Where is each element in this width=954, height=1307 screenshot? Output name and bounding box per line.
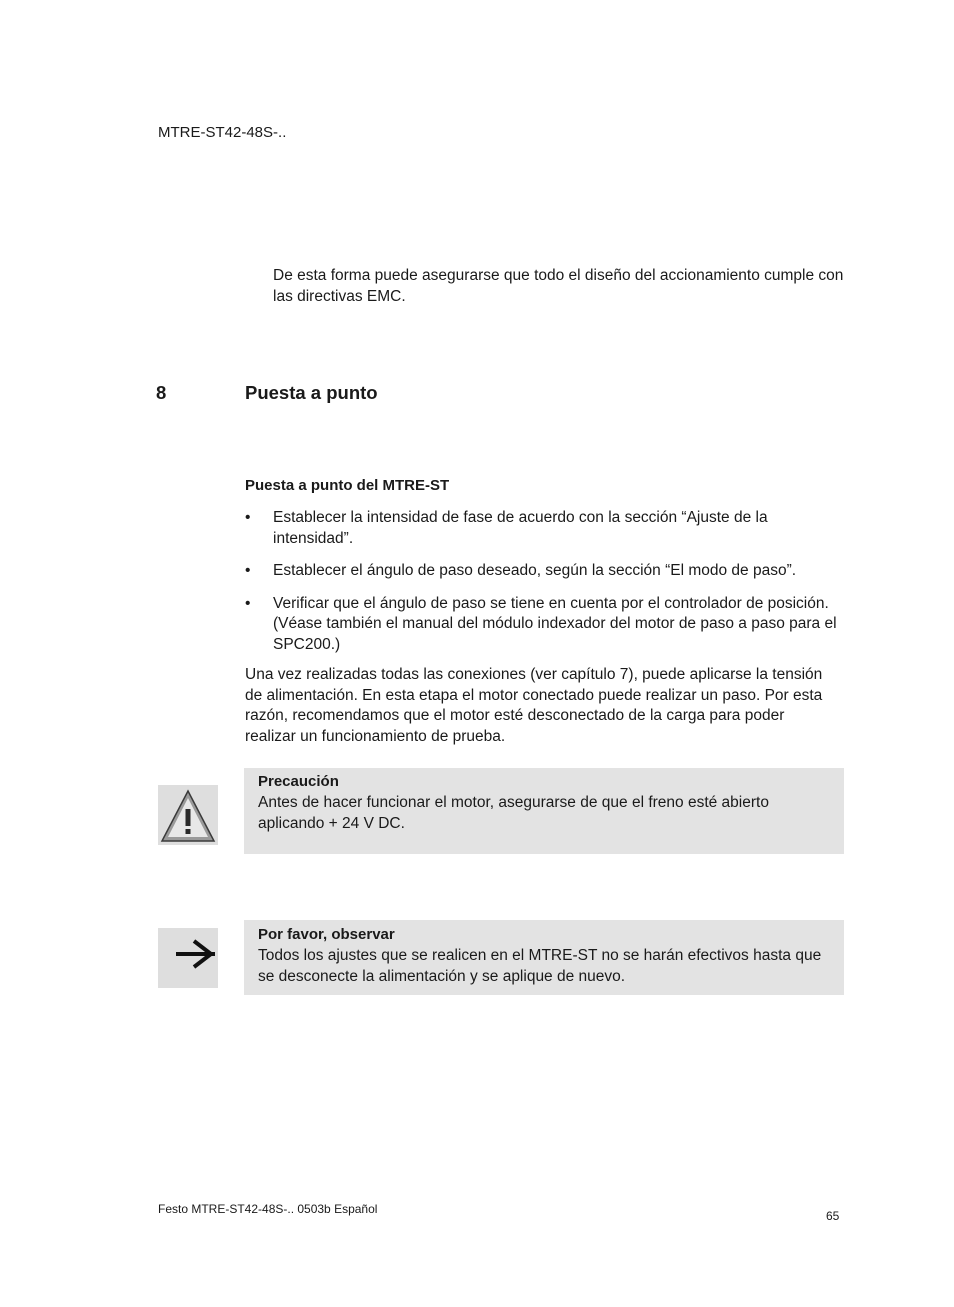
bullet-symbol: • (245, 562, 251, 579)
list-item-text: Establecer la intensidad de fase de acuerdo con la sección “Ajuste de la intensidad”. (273, 509, 768, 547)
list-item (245, 594, 845, 656)
list-item (245, 561, 845, 582)
notice-box (244, 920, 844, 995)
warning-icon-box (158, 785, 218, 845)
caution-title: Precaución (258, 773, 339, 790)
section-number: 8 (156, 382, 167, 403)
bullet-symbol: • (245, 594, 251, 612)
list-item (245, 508, 845, 549)
section-title: Puesta a punto (245, 382, 378, 403)
document-code: MTRE-ST42-48S-.. (158, 124, 287, 141)
arrow-right-icon (158, 928, 218, 988)
subsection-title: Puesta a punto del MTRE-ST (245, 477, 450, 494)
notice-title: Por favor, observar (258, 926, 395, 943)
caution-text: Antes de hacer funcionar el motor, asegurarse de que el freno esté abierto aplicando + 24 V DC. (258, 794, 769, 832)
bullet-list (245, 508, 845, 667)
list-item-text: Establecer el ángulo de paso deseado, según la sección “El modo de paso”. (273, 562, 797, 579)
warning-triangle-icon (158, 785, 218, 845)
page-number: 65 (826, 1209, 840, 1223)
footer-doc-info: Festo MTRE-ST42-48S-.. 0503b Español (158, 1202, 378, 1216)
notice-text: Todos los ajustes que se realicen en el MTRE-ST no se harán efectivos hasta que se desconecte la alimentación y se aplique de nuevo. (258, 947, 822, 985)
list-item-text: Verificar que el ángulo de paso se tiene en cuenta por el controlador de posición. (Véase también el manual del módulo indexador del motor de paso a paso para el SPC200.) (273, 594, 837, 653)
notice-icon-box (158, 928, 218, 988)
intro-paragraph: De esta forma puede asegurarse que todo el diseño del accionamiento cumple con las directivas EMC. (273, 267, 844, 305)
caution-box (244, 768, 844, 854)
bullet-symbol: • (245, 509, 251, 526)
body-paragraph: Una vez realizadas todas las conexiones (ver capítulo 7), puede aplicarse la tensión de alimentación. En esta etapa el motor conectado puede realizar un paso. Por esta razón, recomendamos que el motor esté desconectado de la carga para poder realizar un funcionamiento de prueba. (245, 666, 823, 745)
